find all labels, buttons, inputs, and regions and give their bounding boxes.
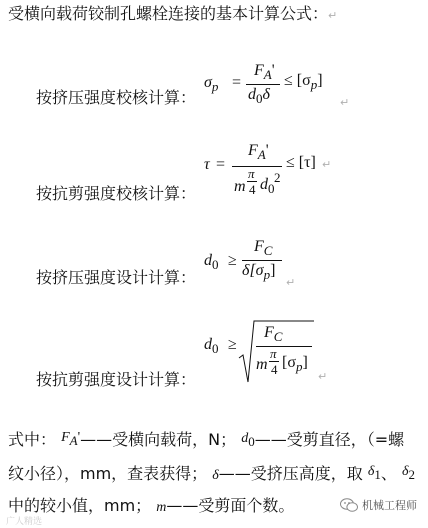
formula-label-2: 按抗剪强度校核计算： bbox=[36, 184, 197, 203]
explanation-line-3: 中的较小值，mm； m——受剪面个数。 bbox=[8, 496, 295, 515]
formula-2: τ = $F_A'$ m π 4 $d_0$ 2 ≤ [τ] bbox=[204, 142, 316, 197]
heading: 受横向载荷铰制孔螺栓连接的基本计算公式：↵ bbox=[8, 4, 338, 23]
formula-1: $\sigma_p$ = $F_A'$ $d_0\delta$ ≤ $[\sigma_p]$ bbox=[204, 62, 323, 107]
formula-label-4: 按抗剪强度设计计算： bbox=[36, 370, 197, 389]
fraction-bar bbox=[246, 84, 280, 85]
fraction-bar bbox=[232, 166, 282, 167]
watermark: 机械工程师 bbox=[340, 497, 417, 513]
corner-mark: 广人精选 bbox=[6, 517, 43, 527]
fraction-bar bbox=[256, 346, 312, 347]
formula-label-3: 按挤压强度设计计算： bbox=[36, 268, 197, 287]
formula-label-1: 按挤压强度校核计算： bbox=[36, 88, 197, 107]
fraction-bar bbox=[242, 260, 282, 261]
formula-4: $d_0$ ≥ $F_C$ m π 4 $[\sigma_p]$ bbox=[204, 318, 324, 388]
explanation-line-2: 纹小径），mm，查表获得； δ——受挤压高度，取 $\delta_1$、 $\delta_2$ bbox=[8, 464, 416, 483]
formula-3: $d_0$ ≥ $F_C$ $\delta[\sigma_p]$ bbox=[204, 238, 304, 288]
wechat-icon bbox=[340, 498, 358, 513]
explanation-line-1: 式中： $F_A'——$受横向载荷，N； $d_0——$受剪直径，（=螺 bbox=[8, 430, 405, 449]
return-mark: ↵ bbox=[328, 9, 338, 22]
